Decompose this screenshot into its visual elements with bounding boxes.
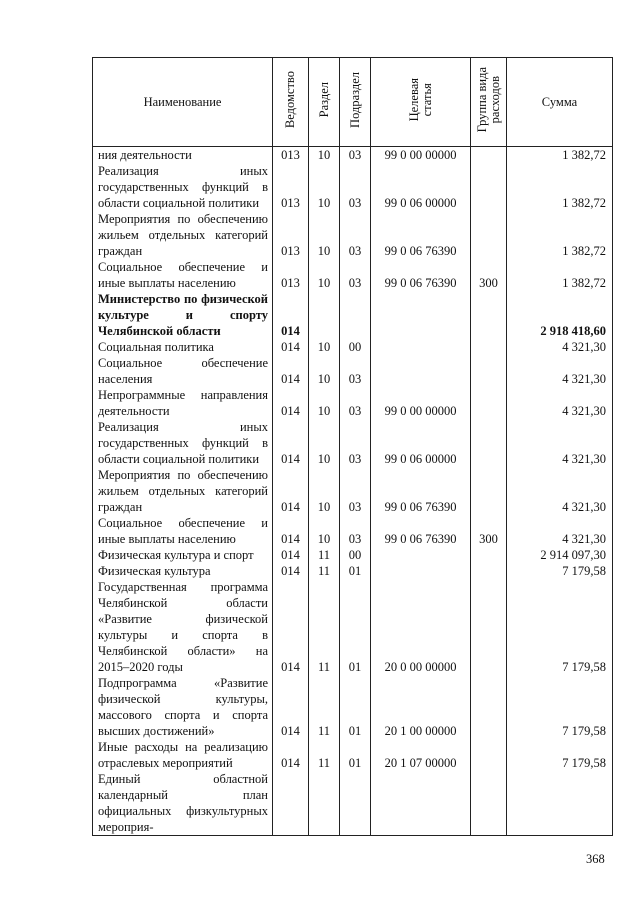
cell-razdel: 10 [309, 147, 340, 164]
cell-ved: 014 [273, 579, 309, 675]
cell-gruppa [471, 147, 507, 164]
cell-gruppa [471, 579, 507, 675]
cell-gruppa [471, 771, 507, 836]
cell-podrazdel: 03 [340, 147, 371, 164]
cell-podrazdel: 01 [340, 563, 371, 579]
cell-name: Социальная политика [93, 339, 273, 355]
cell-razdel: 10 [309, 211, 340, 259]
cell-podrazdel: 03 [340, 419, 371, 467]
cell-name: Подпрограмма «Развитие физической культуры, массового спорта и спорта высших достижений» [93, 675, 273, 739]
cell-razdel: 10 [309, 163, 340, 211]
cell-name: Физическая культура и спорт [93, 547, 273, 563]
header-gruppa: Группа вида расходов [471, 58, 507, 147]
cell-razdel: 10 [309, 259, 340, 291]
table-row [93, 675, 613, 739]
cell-podrazdel: 03 [340, 387, 371, 419]
table-row [93, 579, 613, 675]
cell-razdel [309, 771, 340, 836]
cell-summa: 4 321,30 [507, 419, 613, 467]
header-celevaya: Целевая статья [371, 58, 471, 147]
cell-gruppa [471, 467, 507, 515]
table-row [93, 419, 613, 467]
table-row [93, 467, 613, 515]
cell-podrazdel: 01 [340, 739, 371, 771]
cell-summa: 7 179,58 [507, 675, 613, 739]
cell-summa [507, 771, 613, 836]
cell-celevaya: 99 0 00 00000 [371, 387, 471, 419]
table-header [93, 58, 613, 147]
cell-summa: 2 918 418,60 [507, 291, 613, 339]
cell-celevaya: 20 1 07 00000 [371, 739, 471, 771]
cell-summa: 2 914 097,30 [507, 547, 613, 563]
cell-gruppa [471, 739, 507, 771]
cell-celevaya: 99 0 06 76390 [371, 467, 471, 515]
cell-podrazdel: 00 [340, 547, 371, 563]
cell-name: ния деятельности [93, 147, 273, 164]
cell-name: Иные расходы на реализацию отраслевых мероприятий [93, 739, 273, 771]
cell-ved: 014 [273, 387, 309, 419]
cell-name: Министерство по физической культуре и спорту Челябинской области [93, 291, 273, 339]
cell-podrazdel: 03 [340, 259, 371, 291]
cell-ved: 014 [273, 675, 309, 739]
cell-gruppa: 300 [471, 259, 507, 291]
cell-summa: 4 321,30 [507, 515, 613, 547]
cell-celevaya: 99 0 06 76390 [371, 211, 471, 259]
cell-summa: 4 321,30 [507, 339, 613, 355]
cell-name: Реализация иных государственных функций в области социальной политики [93, 163, 273, 211]
cell-celevaya: 20 1 00 00000 [371, 675, 471, 739]
page-number: 368 [586, 852, 605, 866]
cell-ved: 014 [273, 339, 309, 355]
table-row [93, 739, 613, 771]
cell-podrazdel: 03 [340, 211, 371, 259]
cell-summa: 7 179,58 [507, 579, 613, 675]
cell-ved: 014 [273, 419, 309, 467]
cell-celevaya: 99 0 06 00000 [371, 163, 471, 211]
cell-ved: 013 [273, 163, 309, 211]
cell-celevaya: 20 0 00 00000 [371, 579, 471, 675]
cell-gruppa [471, 563, 507, 579]
cell-gruppa: 300 [471, 515, 507, 547]
cell-razdel: 10 [309, 467, 340, 515]
table-row [93, 291, 613, 339]
cell-ved: 014 [273, 355, 309, 387]
cell-summa: 7 179,58 [507, 563, 613, 579]
cell-razdel: 10 [309, 515, 340, 547]
cell-ved: 013 [273, 147, 309, 164]
header-ved: Ведомство [273, 58, 309, 147]
cell-razdel: 11 [309, 579, 340, 675]
header-razdel: Раздел [309, 58, 340, 147]
cell-summa: 1 382,72 [507, 163, 613, 211]
cell-name: Реализация иных государственных функций в области социальной политики [93, 419, 273, 467]
cell-celevaya: 99 0 00 00000 [371, 147, 471, 164]
cell-celevaya [371, 339, 471, 355]
cell-summa: 4 321,30 [507, 467, 613, 515]
cell-podrazdel: 01 [340, 579, 371, 675]
cell-name: Социальное обеспечение населения [93, 355, 273, 387]
cell-name: Мероприятия по обеспечению жильем отдельных категорий граждан [93, 211, 273, 259]
cell-name: Единый областной календарный план официальных физкультурных мероприя- [93, 771, 273, 836]
cell-ved: 014 [273, 563, 309, 579]
cell-summa: 7 179,58 [507, 739, 613, 771]
header-name: Наименование [93, 58, 273, 147]
table-row [93, 259, 613, 291]
cell-podrazdel: 03 [340, 467, 371, 515]
cell-ved: 014 [273, 291, 309, 339]
cell-podrazdel [340, 771, 371, 836]
cell-name: Непрограммные направления деятельности [93, 387, 273, 419]
table-row [93, 339, 613, 355]
cell-podrazdel: 00 [340, 339, 371, 355]
table-row [93, 771, 613, 836]
cell-gruppa [471, 387, 507, 419]
cell-gruppa [471, 211, 507, 259]
cell-podrazdel: 03 [340, 355, 371, 387]
cell-celevaya [371, 563, 471, 579]
cell-razdel: 11 [309, 563, 340, 579]
cell-celevaya [371, 771, 471, 836]
cell-razdel: 11 [309, 547, 340, 563]
cell-razdel: 11 [309, 739, 340, 771]
table-row [93, 515, 613, 547]
cell-celevaya [371, 291, 471, 339]
table-body [93, 147, 613, 836]
cell-name: Социальное обеспечение и иные выплаты населению [93, 515, 273, 547]
table-row [93, 563, 613, 579]
cell-gruppa [471, 355, 507, 387]
cell-gruppa [471, 675, 507, 739]
cell-gruppa [471, 291, 507, 339]
cell-ved: 014 [273, 467, 309, 515]
cell-podrazdel: 03 [340, 163, 371, 211]
table-row [93, 387, 613, 419]
header-summa: Сумма [507, 58, 613, 147]
cell-celevaya: 99 0 06 76390 [371, 259, 471, 291]
table-row [93, 147, 613, 164]
cell-celevaya: 99 0 06 76390 [371, 515, 471, 547]
cell-ved: 013 [273, 259, 309, 291]
cell-razdel: 10 [309, 419, 340, 467]
cell-name: Физическая культура [93, 563, 273, 579]
cell-name: Мероприятия по обеспечению жильем отдельных категорий граждан [93, 467, 273, 515]
cell-gruppa [471, 547, 507, 563]
cell-gruppa [471, 419, 507, 467]
header-podrazdel: Подраздел [340, 58, 371, 147]
cell-ved: 014 [273, 515, 309, 547]
table-row [93, 547, 613, 563]
cell-ved [273, 771, 309, 836]
cell-podrazdel: 01 [340, 675, 371, 739]
table-row [93, 211, 613, 259]
cell-ved: 014 [273, 547, 309, 563]
cell-name: Социальное обеспечение и иные выплаты населению [93, 259, 273, 291]
cell-celevaya: 99 0 06 00000 [371, 419, 471, 467]
cell-razdel: 11 [309, 675, 340, 739]
budget-table [92, 57, 613, 836]
cell-razdel: 10 [309, 339, 340, 355]
cell-celevaya [371, 355, 471, 387]
table-row [93, 355, 613, 387]
cell-celevaya [371, 547, 471, 563]
cell-razdel: 10 [309, 387, 340, 419]
cell-razdel: 10 [309, 355, 340, 387]
cell-podrazdel: 03 [340, 515, 371, 547]
cell-summa: 4 321,30 [507, 355, 613, 387]
cell-summa: 4 321,30 [507, 387, 613, 419]
cell-gruppa [471, 339, 507, 355]
cell-summa: 1 382,72 [507, 259, 613, 291]
cell-podrazdel [340, 291, 371, 339]
cell-name: Государственная программа Челябинской области «Развитие физической культуры и спорта в Челябинской области» на 2015–2020 годы [93, 579, 273, 675]
cell-gruppa [471, 163, 507, 211]
cell-summa: 1 382,72 [507, 211, 613, 259]
table-row [93, 163, 613, 211]
cell-summa: 1 382,72 [507, 147, 613, 164]
cell-ved: 014 [273, 739, 309, 771]
cell-ved: 013 [273, 211, 309, 259]
cell-razdel [309, 291, 340, 339]
